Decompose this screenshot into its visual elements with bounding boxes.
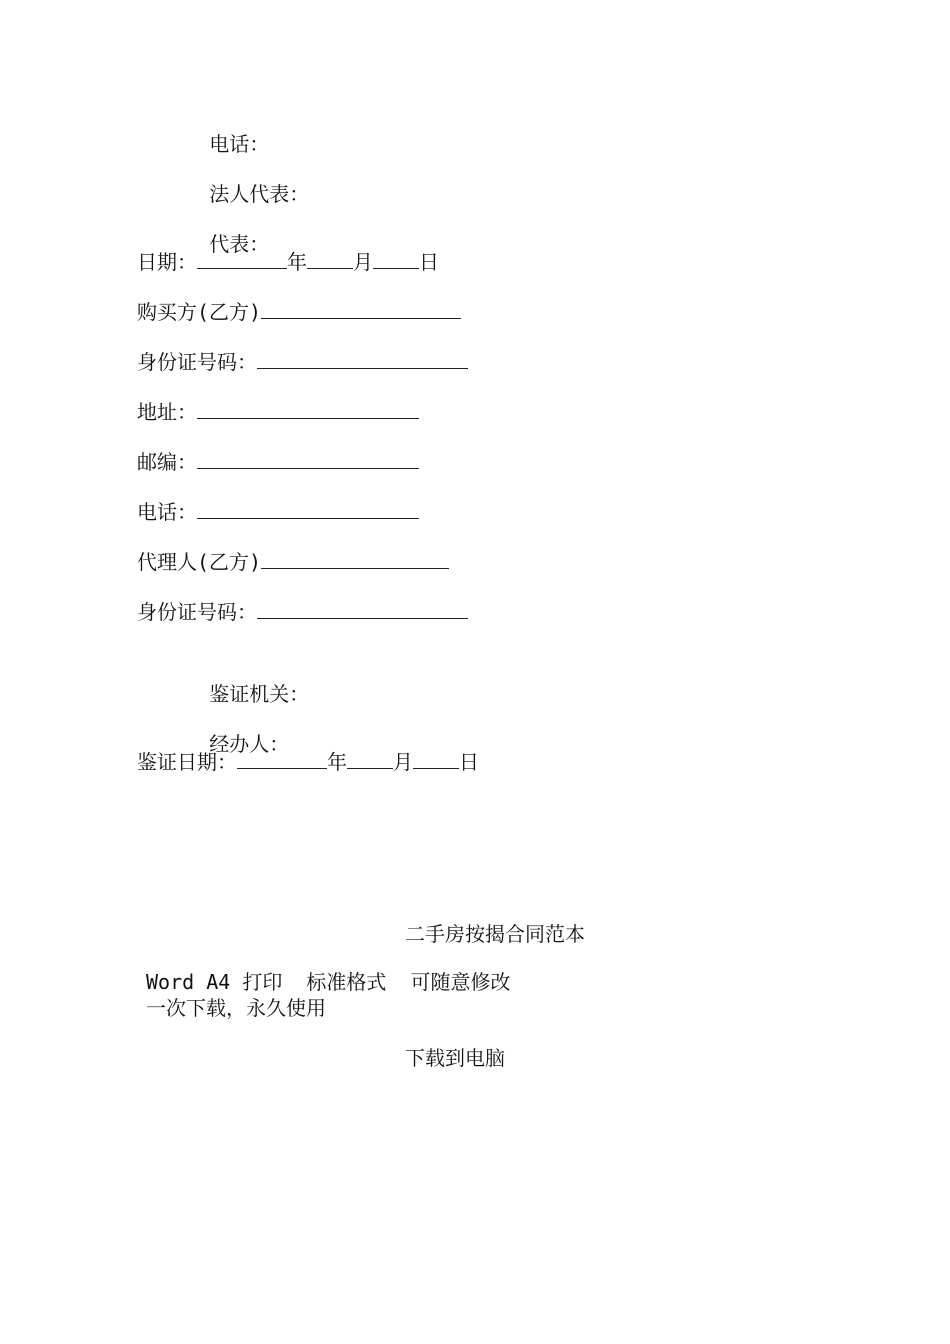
legal-rep-label: 法人代表： bbox=[209, 182, 310, 206]
postcode-label: 邮编： bbox=[137, 450, 197, 474]
date-label: 日期： bbox=[137, 250, 197, 274]
promo-tagline: Word A4 打印 标准格式 可随意修改 bbox=[146, 970, 511, 994]
handler-label: 经办人： bbox=[209, 732, 290, 756]
notary-label: 鉴证机关： bbox=[209, 682, 310, 706]
day-label: 日 bbox=[419, 250, 439, 274]
phone-label: 电话： bbox=[209, 132, 270, 156]
agent-label: 代理人(乙方) bbox=[137, 550, 262, 574]
notary-year-label: 年 bbox=[327, 750, 347, 774]
representative-label: 代表： bbox=[209, 232, 270, 256]
notary-date-label: 鉴证日期： bbox=[137, 750, 237, 774]
id-number-2-label: 身份证号码： bbox=[137, 600, 257, 624]
notary-month-label: 月 bbox=[393, 750, 413, 774]
buyer-label: 购买方(乙方) bbox=[137, 300, 262, 324]
month-label: 月 bbox=[353, 250, 373, 274]
id-number-label: 身份证号码： bbox=[137, 350, 257, 374]
promo-title: 二手房按揭合同范本 bbox=[405, 922, 585, 946]
notary-day-label: 日 bbox=[459, 750, 479, 774]
address-label: 地址： bbox=[137, 400, 197, 424]
download-to-computer-link[interactable]: 下载到电脑 bbox=[405, 1046, 505, 1070]
phone-2-label: 电话： bbox=[137, 500, 197, 524]
year-label: 年 bbox=[287, 250, 307, 274]
promo-tagline-2: 一次下载，永久使用 bbox=[146, 996, 326, 1020]
